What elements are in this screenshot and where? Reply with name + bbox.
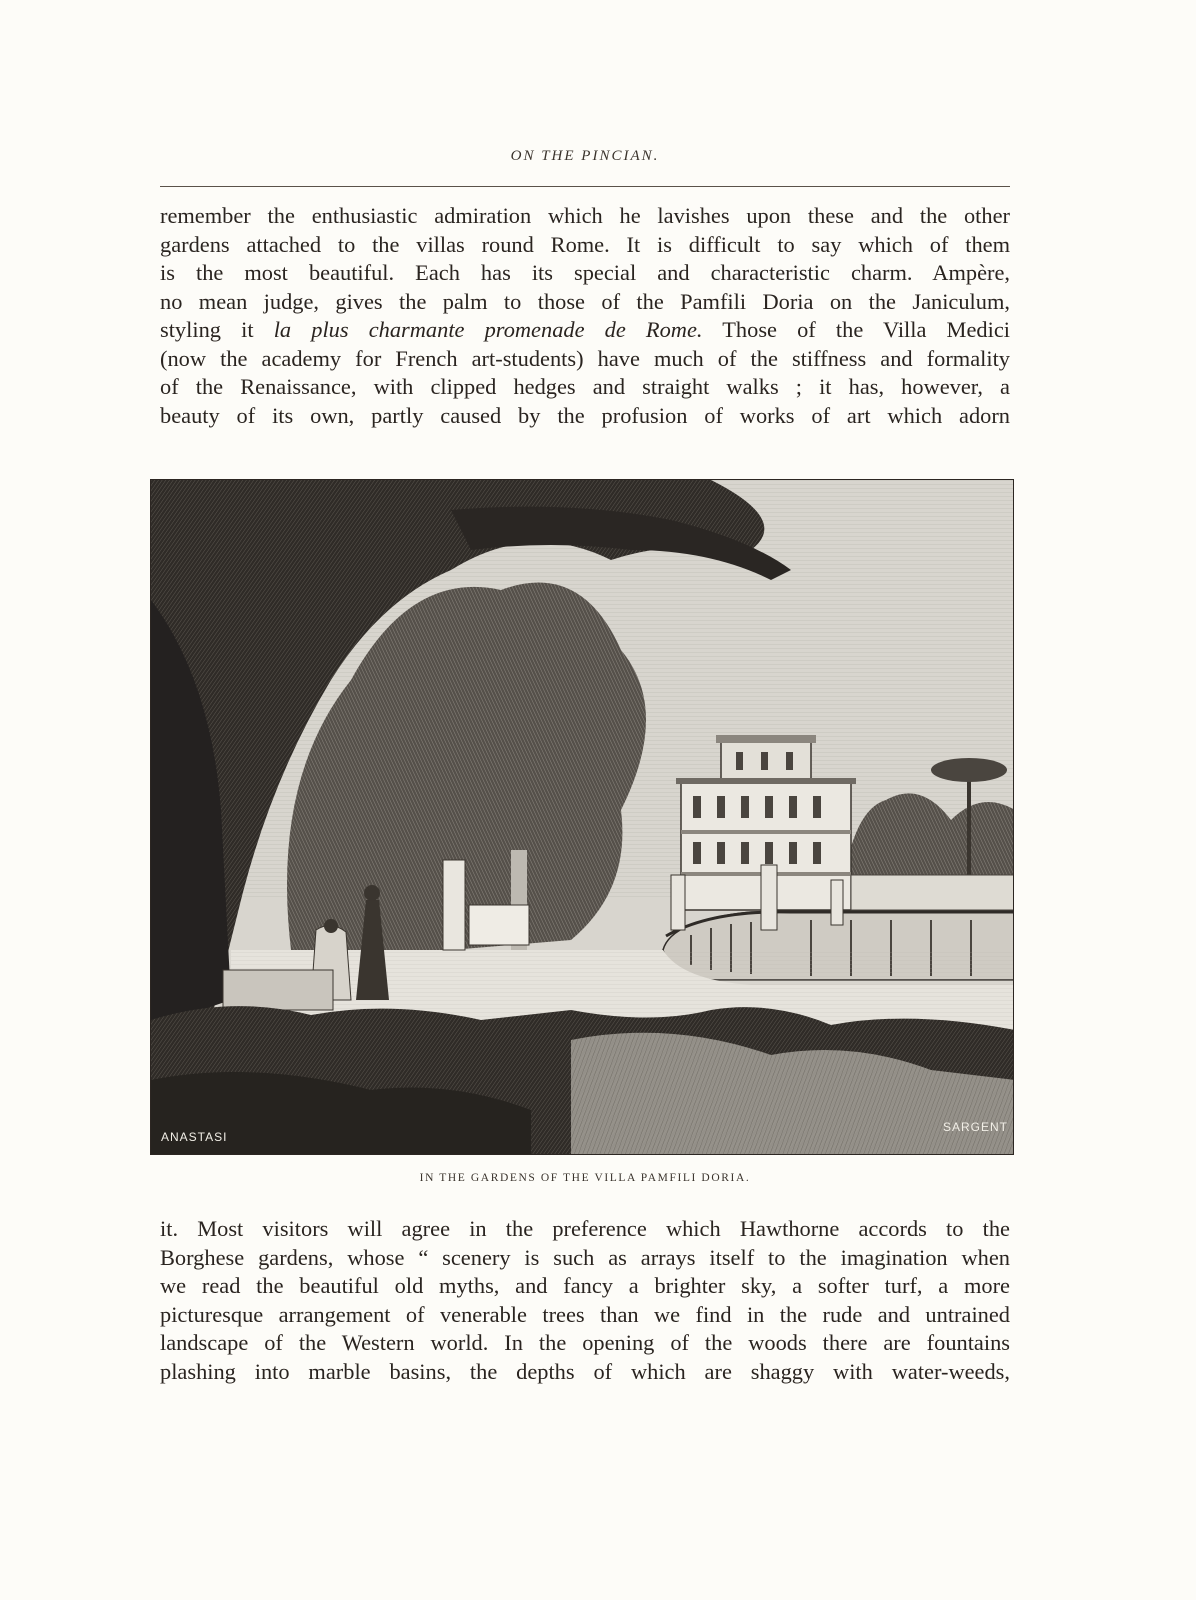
engraver-signature-left: ANASTASI <box>161 1130 228 1144</box>
running-head: ON THE PINCIAN. <box>510 148 660 164</box>
engraving-illustration <box>150 479 1014 1155</box>
paragraph-1 <box>160 202 1010 430</box>
text-line: no mean judge, gives the palm to those of the Pamfili Doria on the Janiculum, <box>160 288 1010 314</box>
text-line: Borghese gardens, whose “ scenery is such as arrays itself to the imagination when <box>160 1244 1010 1270</box>
text-line: beauty of its own, partly caused by the profusion of works of art which adorn <box>160 402 1010 428</box>
text-line <box>160 316 1010 345</box>
text-line: remember the enthusiastic admiration which he lavishes upon these and the other <box>160 203 1010 228</box>
text-line: picturesque arrangement of venerable trees than we find in the rude and untrained <box>160 1301 1010 1327</box>
stone-block <box>469 905 529 945</box>
text-segment: styling it <box>160 317 274 342</box>
terrace-wall <box>851 875 1014 910</box>
engraver-signature-right: SARGENT <box>943 1120 1009 1134</box>
text-line: (now the academy for French art-students) have much of the stiffness and formality <box>160 345 1010 371</box>
text-line: is the most beautiful. Each has its special and characteristic charm. Ampère, <box>160 260 1010 285</box>
text-line: landscape of the Western world. In the opening of the woods there are fountains <box>160 1330 1010 1355</box>
text-line: it. Most visitors will agree in the preference which Hawthorne accords to the <box>160 1216 1010 1241</box>
text-line: we read the beautiful old myths, and fancy a brighter sky, a softer turf, a more <box>160 1273 1010 1298</box>
figure-caption: IN THE GARDENS OF THE VILLA PAMFILI DORIA. <box>419 1172 751 1184</box>
text-line: of the Renaissance, with clipped hedges and straight walks ; it has, however, a <box>160 374 1010 399</box>
text-segment: Those of the Villa Medici <box>702 317 1010 342</box>
stone-bench <box>223 970 333 1010</box>
text-line: plashing into marble basins, the depths of which are shaggy with water-weeds, <box>160 1358 1010 1384</box>
text-line: gardens attached to the villas round Rome. It is difficult to say which of them <box>160 231 1010 257</box>
header-rule <box>160 186 1010 187</box>
paragraph-2 <box>160 1215 1010 1386</box>
italic-phrase: la plus charmante promenade de Rome. <box>273 317 703 342</box>
